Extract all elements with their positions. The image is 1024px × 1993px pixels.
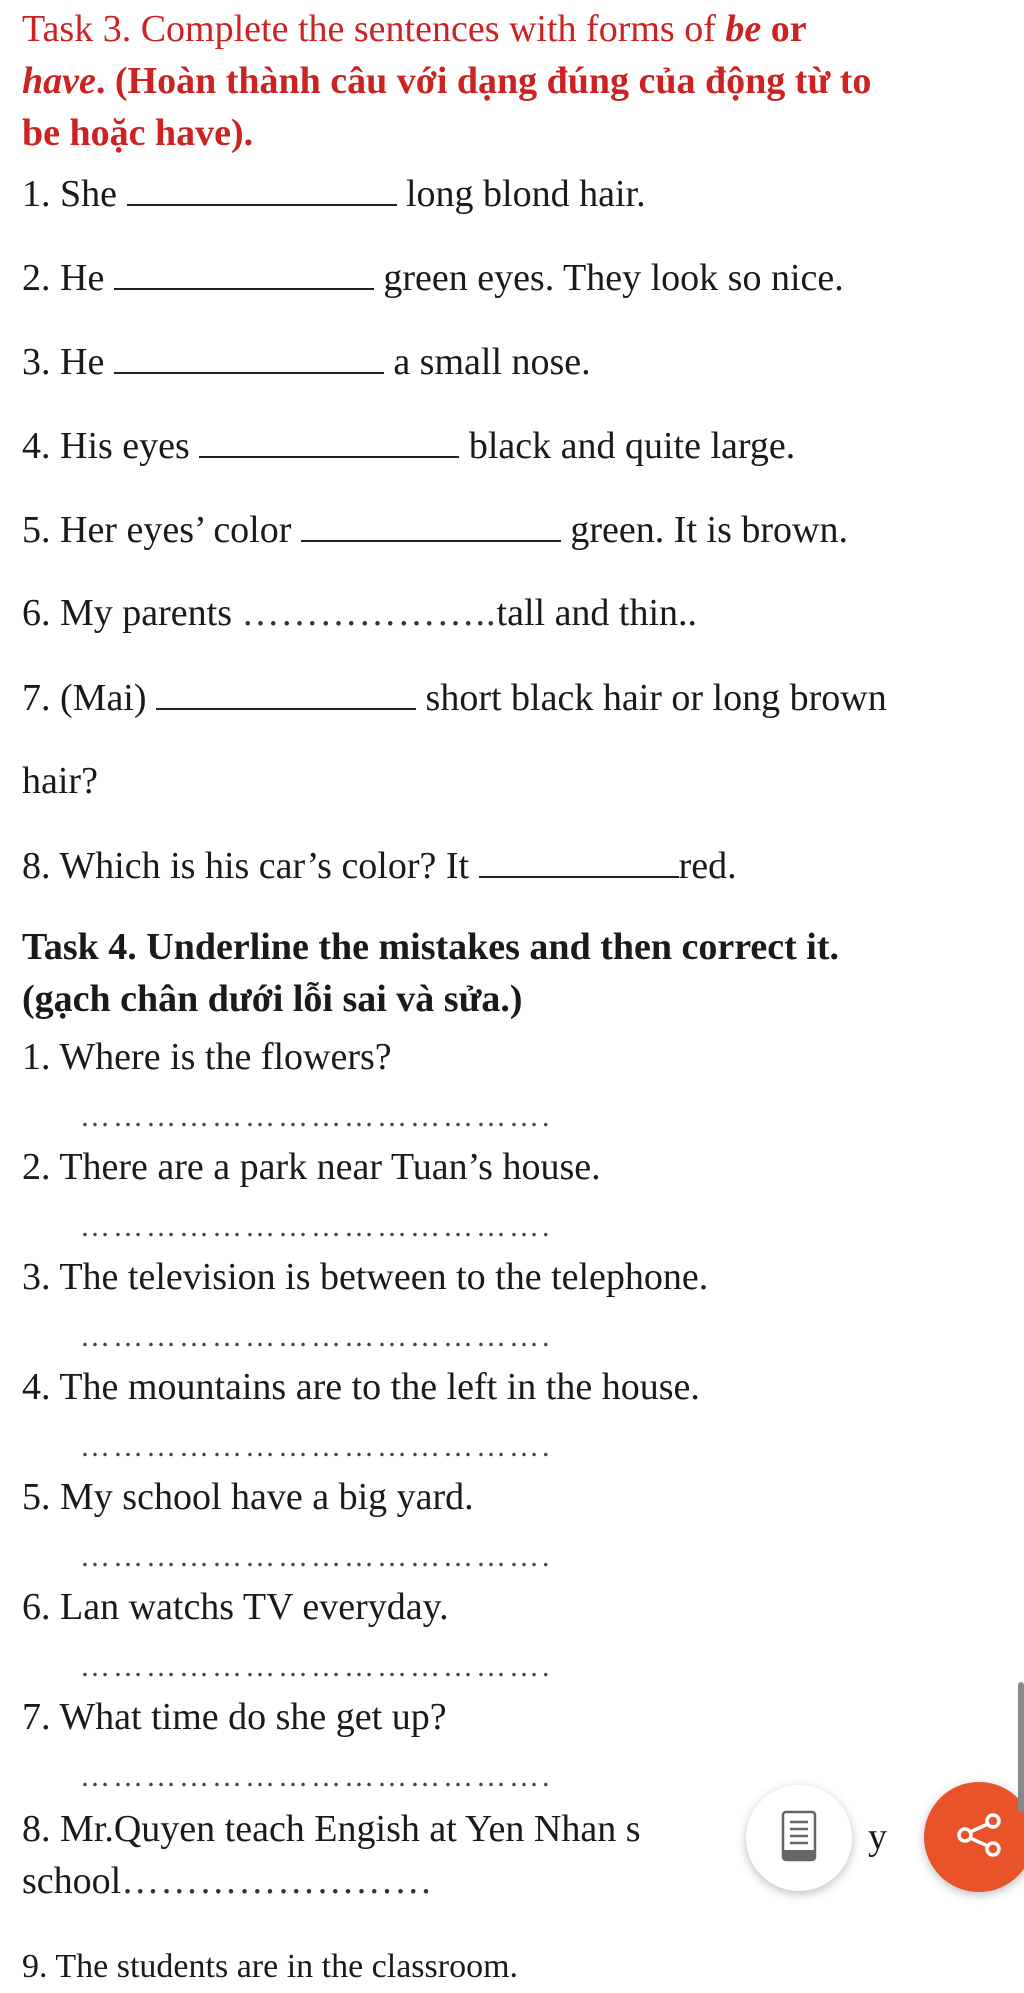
answer-blank[interactable] (479, 846, 679, 878)
task4-item-4: 4. The mountains are to the left in the house. (22, 1366, 700, 1408)
answer-line-6[interactable]: ……………………………………. (80, 1650, 553, 1683)
answer-line-1[interactable]: ……………………………………. (80, 1100, 553, 1133)
task4-item-5: 5. My school have a big yard. (22, 1476, 474, 1518)
answer-blank[interactable] (156, 678, 416, 710)
task4-item-8: 8. Mr.Quyen teach Engish at Yen Nhan s (22, 1808, 641, 1850)
answer-line-5[interactable]: ……………………………………. (80, 1540, 553, 1573)
document-icon (781, 1810, 817, 1867)
item-suffix: a small nose. (383, 341, 591, 383)
item-suffix: green eyes. They look so nice. (373, 257, 844, 299)
answer-dots[interactable]: …………………… (121, 1860, 434, 1902)
task3-item-2 (22, 258, 844, 297)
item-suffix: tall and thin.. (496, 592, 698, 634)
answer-blank[interactable] (114, 342, 384, 374)
item-suffix: black and quite large. (459, 425, 796, 467)
task3-title-have: have (22, 60, 96, 102)
task4-item-2: 2. There are a park near Tuan’s house. (22, 1146, 601, 1188)
task4-item-3: 3. The television is between to the telephone. (22, 1256, 709, 1298)
task3-item-3 (22, 342, 591, 381)
task3-item-6 (22, 594, 697, 632)
item-suffix: long blond hair. (396, 173, 646, 215)
share-icon (955, 1811, 1003, 1864)
task3-item-4 (22, 426, 795, 465)
item-suffix: short black hair or long brown (416, 677, 887, 719)
answer-blank[interactable] (127, 174, 397, 206)
task4-title-line2: (gạch chân dưới lỗi sai và sửa.) (22, 978, 523, 1020)
answer-line-2[interactable]: ……………………………………. (80, 1210, 553, 1243)
task4-item-1: 1. Where is the flowers? (22, 1036, 392, 1078)
task3-item-1 (22, 174, 646, 213)
item-suffix: green. It is brown. (560, 509, 848, 551)
answer-blank[interactable] (114, 258, 374, 290)
task3-item-5 (22, 510, 848, 549)
task4-item-8-cont (22, 1862, 433, 1900)
item-prefix: 2. He (22, 257, 114, 299)
task4-item-9: 9. The students are in the classroom. (22, 1948, 519, 1985)
task4-title-line1: Task 4. Underline the mistakes and then correct it. (22, 926, 839, 968)
item-prefix: 8. Which is his car’s color? It (22, 845, 479, 887)
scrollbar[interactable] (1018, 1682, 1024, 1812)
answer-dots[interactable]: ……………….. (241, 592, 497, 634)
answer-blank[interactable] (301, 510, 561, 542)
task4-item-8-tail: y (868, 1816, 887, 1858)
share-button[interactable] (924, 1782, 1024, 1892)
item-prefix: 7. (Mai) (22, 677, 157, 719)
document-button[interactable] (746, 1785, 852, 1891)
task3-item-7 (22, 678, 887, 717)
task3-title-vn: . (Hoàn thành câu với dạng đúng của động từ to (95, 60, 872, 102)
answer-line-3[interactable]: ……………………………………. (80, 1320, 553, 1353)
task3-title-line1 (22, 10, 807, 48)
answer-line-4[interactable]: ……………………………………. (80, 1430, 553, 1463)
task3-title-lead: Task 3. Complete the sentences with forms of (22, 8, 726, 50)
task3-item-7-cont: hair? (22, 760, 98, 802)
answer-blank[interactable] (199, 426, 459, 458)
task3-title-line2 (22, 62, 871, 100)
task3-title-or: or (761, 8, 807, 50)
item-prefix: 3. He (22, 341, 114, 383)
task4-item-7: 7. What time do she get up? (22, 1696, 447, 1738)
item-prefix: 1. She (22, 173, 127, 215)
item-prefix: 5. Her eyes’ color (22, 509, 301, 551)
task3-title-line3: be hoặc have). (22, 112, 254, 154)
item-prefix: 6. My parents (22, 592, 242, 634)
task3-item-8 (22, 846, 737, 885)
answer-line-7[interactable]: ……………………………………. (80, 1760, 553, 1793)
task4-item-6: 6. Lan watchs TV everyday. (22, 1586, 449, 1628)
item-suffix: red. (678, 845, 737, 887)
item-text: school (22, 1860, 122, 1902)
item-prefix: 4. His eyes (22, 425, 200, 467)
task3-title-be: be (725, 8, 762, 50)
